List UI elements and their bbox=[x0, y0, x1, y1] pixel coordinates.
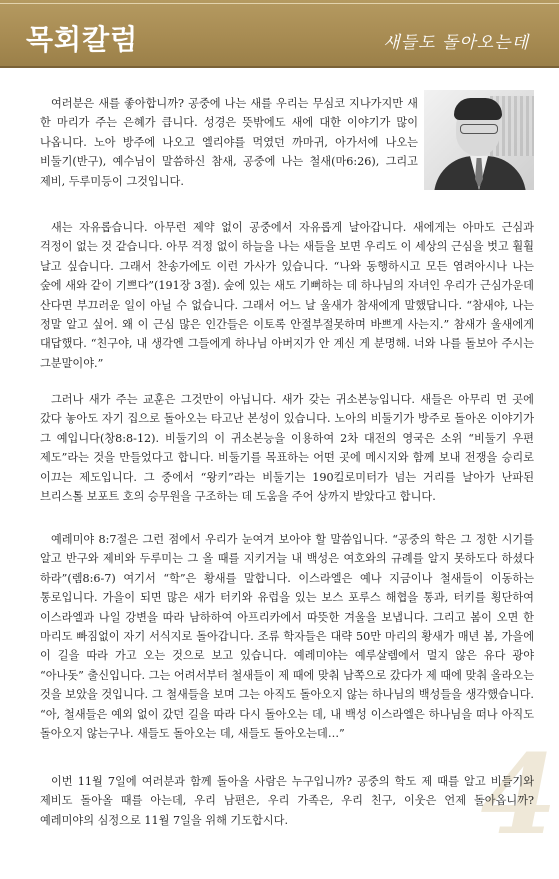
paragraph-intro: 여러분은 새를 좋아합니까? 공중에 나는 새를 우리는 무심코 지나가지만 새 한 마리가 주는 은혜가 큽니다. 성경은 뜻밖에도 새에 대한 이야기가 많이 나옵니다. 노아 방주에 나오고 엘리야를 먹였던 까마귀, 아가서에 나오는 비둘기(반구), 예수님이 말씀하신 참새, 공중에 나는 철새(마6:26), 그리고 제비, 두루미등이 그것입니다. bbox=[40, 97, 418, 188]
column-title: 목회칼럼 bbox=[26, 23, 139, 56]
header-top-rule bbox=[0, 3, 559, 4]
paragraph-jeremiah: 예레미야 8:7절은 그런 점에서 우리가 눈여겨 보아야 할 말씀입니다. “공중의 학은 그 정한 시기를 알고 반구와 제비와 두루미는 그 올 때를 지키거늘 내 백성은 여호와의 규례를 알지 못하도다 하셨다 하라”(렘8:6-7) 여기서 “학”은 황새를 말합니다. 이스라엘은 예나 지금이나 철새들이 이동하는 통로입니다. 가을이 되면 많은 새가 터키와 유럽을 있는 보스 포루스 해협을 통과, 터키를 횡단하여 이스라엘과 나일 강변을 따라 남하하여 아프리카에서 따뜻한 겨울을 보냅니다. 그리고 봄이 오면 한 마리도 빠짐없이 자기 서식지로 돌아갑니다. 조류 학자들은 대략 50만 마리의 황새가 매년 봄, 가을에 이 길을 따라 가고 오는 것으로 보고 있습니다. 예레미야는 예루살렘에서 멀지 않은 유다 광야 “아나돗” 출신입니다. 그는 어려서부터 철새들이 제 때에 맞춰 남쪽으로 갔다가 제 때에 맞춰 올라오는 것을 보았을 것입니다. 그 철새들을 보며 그는 아직도 돌아오지 않는 하나님의 백성들을 생각했습니다. “아, 철새들은 예외 없이 갔던 길을 따라 다시 돌아오는 데, 내 백성 이스라엘은 하나님을 떠나 아직도 돌아오지 않는구나. 새들도 돌아오는 데, 새들도 돌아오는데…” bbox=[40, 533, 534, 741]
paragraph-homing-instinct: 그러나 새가 주는 교훈은 그것만이 아닙니다. 새가 갖는 귀소본능입니다. 새들은 아무리 먼 곳에 갔다 놓아도 자기 집으로 돌아오는 타고난 본성이 있습니다. 노아의 비둘기가 방주로 돌아온 이야기가 그 예입니다(창8:8-12). 비둘기의 이 귀소본능을 이용하여 2차 대전의 영국은 소위 “비둘기 우편 제도”라는 것을 만들었다고 합니다. 비둘기를 목표하는 어떤 곳에 메시지와 함께 보내 전쟁을 승리로 이끄는 제도입니다. 그 중에서 “왕키”라는 비둘기는 190킬로미터가 넘는 거리를 날아가 난파된 브리스톨 보포트 호의 승무원을 구조하는 데 도움을 주어 상까지 받았다고 합니다. bbox=[40, 393, 534, 504]
hair bbox=[454, 98, 502, 120]
pastor-portrait-photo bbox=[424, 90, 534, 190]
article-title: 새들도 돌아오는데 bbox=[383, 33, 529, 53]
column-header bbox=[0, 0, 559, 66]
glasses bbox=[460, 124, 498, 134]
paragraph-freedom: 새는 자유롭습니다. 아무런 제약 없이 공중에서 자유롭게 날아갑니다. 새에게는 아마도 근심과 걱정이 없는 것 같습니다. 아무 걱정 없이 하늘을 나는 새들을 보면 우리도 이 세상의 근심을 벗고 훨훨 날고 싶습니다. 그래서 찬송가에도 이런 가사가 있습니다. “나와 동행하시고 모든 염려아시나 나는 숲에 새와 같이 기쁘다”(191장 3절). 숲에 있는 새도 기뻐하는 데 하나님의 자녀인 우리가 근심가운데 산다면 부끄러운 일이 아닐 수 없습니다. 그래서 어느 날 울새가 참새에게 말했답니다. “참새야, 나는 정말 알고 싶어. 왜 이 근심 많은 인간들은 이토록 안절부절못하며 바쁘게 사는지.” 참새가 울새에게 대답했다. “친구야, 내 생각엔 그들에게 하나님 아버지가 안 계신 게 분명해. 너와 나를 돌보아 주시는 그분말이야.” bbox=[40, 221, 534, 370]
page-number: 4 bbox=[480, 730, 557, 859]
paragraph-closing: 이번 11월 7일에 여러분과 함께 돌아올 사람은 누구입니까? 공중의 학도 제 때를 알고 비들기와 제비도 돌아올 때를 아는데, 우리 남편은, 우리 가족은, 우리 친구, 이웃은 언제 돌아옵니까? 예레미야의 심정으로 11월 7일을 위해 기도합시다. bbox=[40, 775, 534, 827]
header-bottom-rule bbox=[0, 66, 559, 68]
